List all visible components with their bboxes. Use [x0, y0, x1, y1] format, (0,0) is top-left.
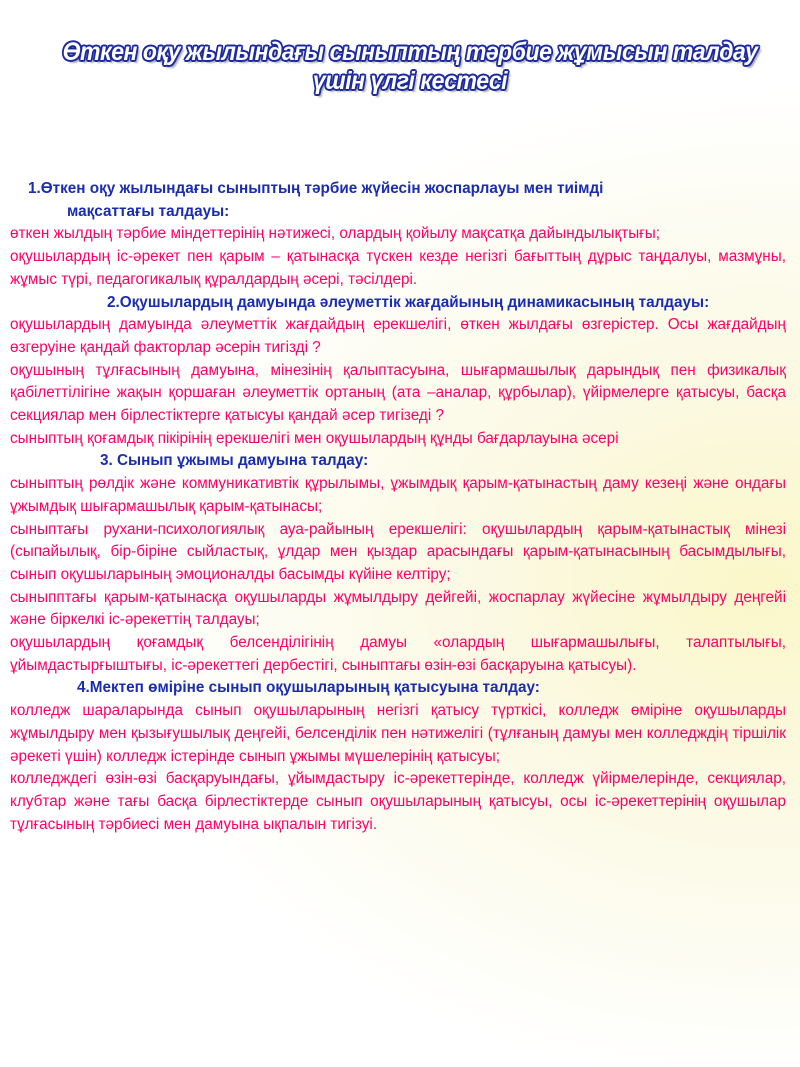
section-4-heading: 4.Мектеп өміріне сынып оқушыларының қатысуына талдау:	[77, 679, 540, 697]
section-3-item: сыныпптағы қарым-қатынасқа оқушыларды жұмылдыру дейгейі, жоспарлау жүйесіне жұмылдыру деңгейі және біркелкі іс-әрекеттің талдауы;	[10, 588, 786, 629]
section-2-heading: 2.Оқушылардың дамуында әлеуметтік жағдайының динамикасының талдауы:	[107, 293, 710, 311]
section-1-item: өткен жылдың тәрбие міндеттерінің нәтижесі, олардың қойылу мақсатқа дайындылықтығы;	[10, 225, 661, 243]
section-3-item: сыныптағы рухани-психологиялық ауа-райының ерекшелігі: оқушылардың қарым-қатынастық мінезі (сыпайылық, бір-біріне сыйластық, ұлдар мен қыздар арасындағы қарым-қатынасының басымдылығы, сынып оқушыларының эмоционалды басымды күйіне келтіру;	[10, 520, 786, 583]
section-4-item: колледждегі өзін-өзі басқаруындағы, ұйымдастыру іс-әрекеттерінде, колледж үйірмелерінде, секциялар, клубтар және тағы басқа бірлестіктерде сынып оқушыларының қатысуы, осы іс-әрекеттерінің оқушылар тұлғасының тәрбиесі мен дамуына ықпалын тигізуі.	[10, 770, 786, 833]
section-1-heading: 1.Өткен оқу жылындағы сыныптың тәрбие жүйесін жоспарлауы мен тиімді	[28, 180, 604, 197]
section-2-item: сыныптың қоғамдық пікірінің ерекшелігі мен оқушылардың құнды бағдарлауына әсері	[10, 429, 619, 447]
section-1-item: оқушылардың іс-әрекет пен қарым – қатынасқа түскен кезде негізгі бағыттың дұрыс таңдалуы, мазмұны, жұмыс түрі, педагогикалық құралдардың әсері, тәсілдері.	[10, 248, 786, 288]
document-body	[10, 178, 786, 836]
section-2-item: оқушылардың дамуында әлеуметтік жағдайдың ерекшелігі, өткен жылдағы өзгерістер. Осы жағдайдың өзгеруіне қандай факторлар әсерін тигізді ?	[10, 316, 786, 356]
section-3-item: оқушылардың қоғамдық белсенділігінің дамуы «олардың шығармашылығы, талаптылығы, ұйымдастырғыштығы, іс-әрекеттегі дербестігі, сыныптағы өзін-өзі басқаруына қатысуы).	[10, 634, 786, 674]
section-3-heading: 3. Сынып ұжымы дамуына талдау:	[100, 452, 369, 470]
section-4-item: колледж шараларында сынып оқушыларының негізгі қатысу түрткісі, колледж өміріне оқушыларды жұмылдыру мен қызығушылық деңгейі, белсенділік пен нәтижелігі (тұлғаның дамуы мен колледждің тіршілік әрекеті үшін) колледж істерінде сынып ұжымы мүшелерінің қатысуы;	[10, 702, 786, 765]
section-2-item: оқушының тұлғасының дамуына, мінезінің қалыптасуына, шығармашылық дарындық пен физикалық қабілеттілігіне жақын қоршаған әлеуметтік ортаның (ата –аналар, құрбылар), үйірмелерге қатысуы, басқа секциялар мен бірлестіктерге қатысуы қандай әсер тигізеді ?	[10, 361, 786, 425]
section-3-item: сыныптың рөлдік және коммуникативтік құрылымы, ұжымдық қарым-қатынастың даму кезеңі және ондағы ұжымдық шығармашылық қарым-қатынасы;	[10, 475, 786, 515]
section-1-heading-cont: мақсаттағы талдауы:	[67, 202, 230, 220]
page-title: Өткен оқу жылындағы сыныптың тәрбие жұмысын талдау үшін үлгі кестесі	[62, 38, 758, 95]
